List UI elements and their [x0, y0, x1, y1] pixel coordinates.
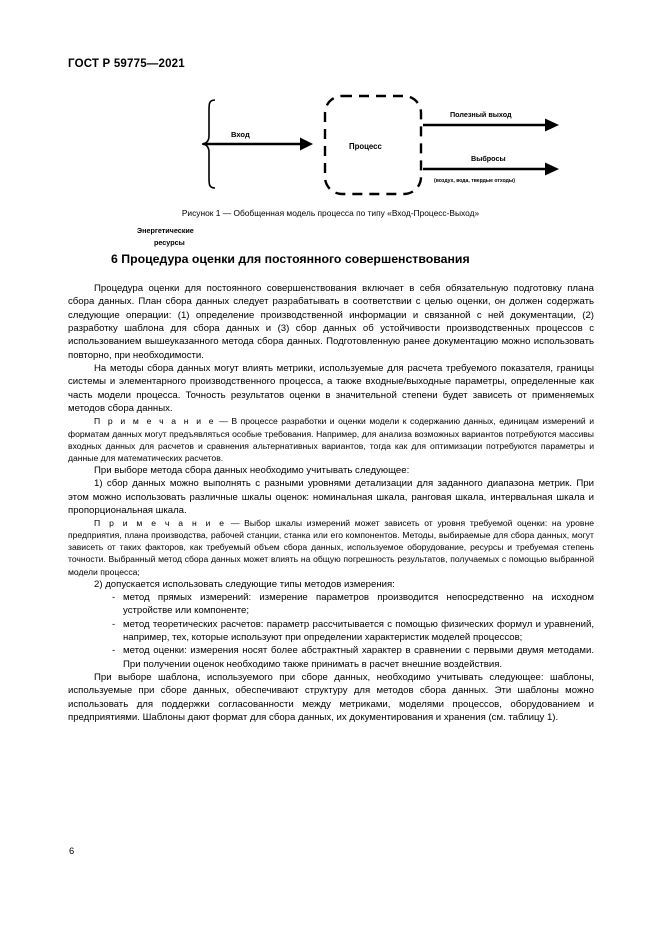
dash-marker-3: -: [112, 645, 116, 657]
list-item-1: 1) сбор данных можно выполнять с разными уровнями детализации для заданного диапазона метрик. При этом можно использовать различные шкалы оценок: номинальная шкала, ранговая шкала, интервальная шкала и пропорциональная шкала.: [68, 478, 594, 516]
figure-label-useful-output: Полезный выход: [450, 110, 512, 119]
figure-1-caption: Рисунок 1 — Обобщенная модель процесса по типу «Вход-Процесс-Выход»: [181, 208, 480, 218]
figure-label-emissions: Выбросы: [471, 154, 506, 163]
measurement-methods-list: [68, 591, 594, 671]
list-item-2: 2) допускается использовать следующие типы методов измерения:: [94, 578, 395, 590]
note-1-text: В процессе разработки и оценки модели к содержанию данных, единицам измерений и форматам данных могут предъявляться особые требования. Например, для анализа возможных вариантов потребуются массивы входных данных для расчетов и сравнения альтернативных вариантов, тогда как для оптимизации потребуются параметры и данные для математических расчетов.: [68, 416, 594, 463]
note-block-1: [68, 415, 594, 463]
note-1-dash: —: [215, 416, 232, 427]
paragraph-method-selection: При выборе метода сбора данных необходимо учитывать следующее:: [94, 464, 410, 476]
note-1-label: П р и м е ч а н и е: [94, 416, 216, 427]
paragraph-intro: Процедура оценки для постоянного совершенствования включает в себя обязательную подготовку плана сбора данных. План сбора данных следует разрабатывать в соответствии с целью оценки, он должен содержать следующие операции: (1) определение производственной информации и связанной с ней документации, (2) разработку шаблона для сбора данных и (3) сбор данных об устойчивости производственных процессов с использованием вышеуказанного метода сбора данных. Подготовленную ранее документацию можно использовать повторно, при необходимости.: [68, 283, 594, 361]
list-item-direct-measurement: [68, 591, 594, 618]
figure-label-process: Процесс: [349, 142, 382, 151]
figure-label-resources-line1: Энергетические: [137, 226, 194, 235]
section-6-heading: 6 Процедура оценки для постоянного совершенствования: [111, 252, 470, 266]
list-item-estimation-method: [68, 644, 594, 671]
list-item-direct-measurement-text: метод прямых измерений: измерение параметров производится непосредственно на исходном устройстве или компоненте;: [123, 592, 594, 617]
figure-arrow-emissions-head: [545, 163, 559, 176]
note-2-label: П р и м е ч а н и е: [94, 518, 227, 529]
document-body: [68, 282, 594, 724]
note-block-2: [68, 517, 594, 577]
note-2-dash: —: [226, 518, 245, 529]
note-2-text: Выбор шкалы измерений может зависеть от уровня требуемой оценки: на уровне предприятия, плана производства, рабочей станции, станка или его компонентов. Методы, выбираемые для сбора данных, могут зависеть от таких факторов, как требуемый объем сбора данных, используемое оборудование, ресурсы и требуемая степень точности. Выбранный метод сбора данных может влиять на общую погрешность результатов, получаемых с помощью выбранной модели процесса;: [68, 518, 594, 577]
figure-arrow-input-head: [300, 138, 313, 151]
paragraph-template-selection: При выборе шаблона, используемого при сборе данных, необходимо учитывать следующее: шаблоны, используемые при сборе данных, обеспечивают структуру для методов сбора данных. Эти шаблоны можно использовать для поддержки согласованности между метриками, моделями процессов, оборудованием и предприятиями. Шаблоны дают формат для сбора данных, их документирования и хранения (см. таблицу 1).: [68, 672, 594, 724]
list-item-theoretical-calculation: [68, 618, 594, 645]
document-header-standard-number: ГОСТ Р 59775—2021: [68, 58, 185, 70]
figure-label-emissions-detail: (воздух, вода, твердые отходы): [434, 178, 515, 184]
paragraph-metrics: На методы сбора данных могут влиять метрики, используемые для расчета требуемого показателя, границы системы и элементарного производственного процесса, а также входные/выходные параметры, определенные как часть модели процесса. Точность результатов оценки в значительной степени будет зависеть от применяемых методов сбора данных.: [68, 363, 594, 415]
list-item-estimation-method-text: метод оценки: измерения носят более абстрактный характер в сравнении с первыми двумя методами. При получении оценок необходимо также принимать в расчет внешние воздействия.: [123, 645, 594, 670]
dash-marker-2: -: [112, 618, 116, 630]
figure-label-input: Вход: [231, 130, 250, 139]
page-number: 6: [69, 845, 75, 856]
list-item-theoretical-calculation-text: метод теоретических расчетов: параметр рассчитывается с помощью физических формул и уравнений, например, тех, которые используют при определении характеристик моделей процессов;: [123, 618, 594, 644]
figure-arrow-useful-output-head: [545, 119, 559, 132]
dash-marker-1: -: [112, 592, 116, 603]
figure-label-resources-line2: ресурсы: [154, 238, 185, 247]
